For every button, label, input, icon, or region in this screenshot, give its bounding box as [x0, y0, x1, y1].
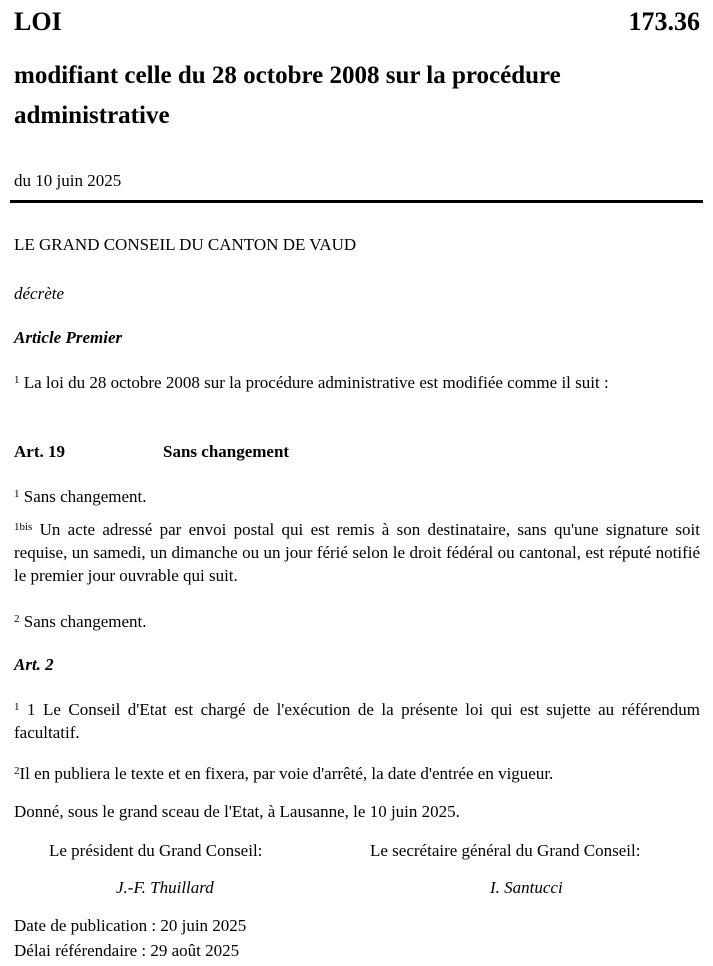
art19-paragraph-2	[14, 610, 147, 633]
given-statement: Donné, sous le grand sceau de l'Etat, à Lausanne, le 10 juin 2025.	[14, 802, 460, 821]
paragraph-number: 2	[14, 613, 20, 625]
publication-date: Date de publication : 20 juin 2025	[14, 916, 247, 935]
art2-heading: Art. 2	[14, 655, 54, 674]
paragraph-text: Sans changement.	[23, 612, 147, 631]
paragraph-text: 1 Le Conseil d'Etat est chargé de l'exécution de la présente loi qui est sujette au référendum facultatif.	[14, 700, 701, 742]
president-name: J.-F. Thuillard	[116, 878, 214, 897]
paragraph-number: 1	[14, 374, 20, 386]
law-date: du 10 juin 2025	[14, 171, 122, 190]
law-number: 173.36	[628, 7, 700, 36]
article-premier-paragraph-1	[14, 371, 700, 394]
paragraph-text: Un acte adressé par envoi postal qui est remis à son destinataire, sans qu'une signature soit requise, un samedi, un dimanche ou un jour férié selon le droit fédéral ou cantonal, est réputé notifié le premier jour ouvrable qui suit.	[14, 520, 700, 585]
president-role: Le président du Grand Conseil:	[49, 841, 263, 860]
article-premier-heading: Article Premier	[14, 328, 123, 347]
referendum-deadline: Délai référendaire : 29 août 2025	[14, 941, 240, 960]
secretary-name: I. Santucci	[490, 878, 563, 897]
authority-line: LE GRAND CONSEIL DU CANTON DE VAUD	[14, 235, 357, 254]
paragraph-number: 1	[14, 701, 20, 713]
paragraph-text: La loi du 28 octobre 2008 sur la procédure administrative est modifiée comme il suit :	[23, 373, 609, 392]
art19-paragraph-1bis	[14, 518, 700, 587]
paragraph-text: Sans changement.	[23, 487, 147, 506]
paragraph-number: 1bis	[14, 521, 33, 533]
paragraph-number: 2	[14, 765, 20, 777]
law-title: modifiant celle du 28 octobre 2008 sur la procédure administrative	[14, 62, 561, 129]
art2-paragraph-1	[14, 698, 700, 744]
art19-paragraph-1	[14, 485, 147, 508]
art2-paragraph-2	[14, 762, 553, 785]
art19-title: Sans changement	[163, 442, 290, 461]
secretary-role: Le secrétaire général du Grand Conseil:	[370, 841, 641, 860]
art19-label: Art. 19	[14, 442, 65, 461]
law-type-heading: LOI	[14, 7, 62, 36]
paragraph-text: Il en publiera le texte et en fixera, par voie d'arrêté, la date d'entrée en vigueur.	[19, 764, 554, 783]
paragraph-number: 1	[14, 488, 20, 500]
header-divider	[10, 200, 703, 203]
decree-word: décrète	[14, 284, 65, 303]
